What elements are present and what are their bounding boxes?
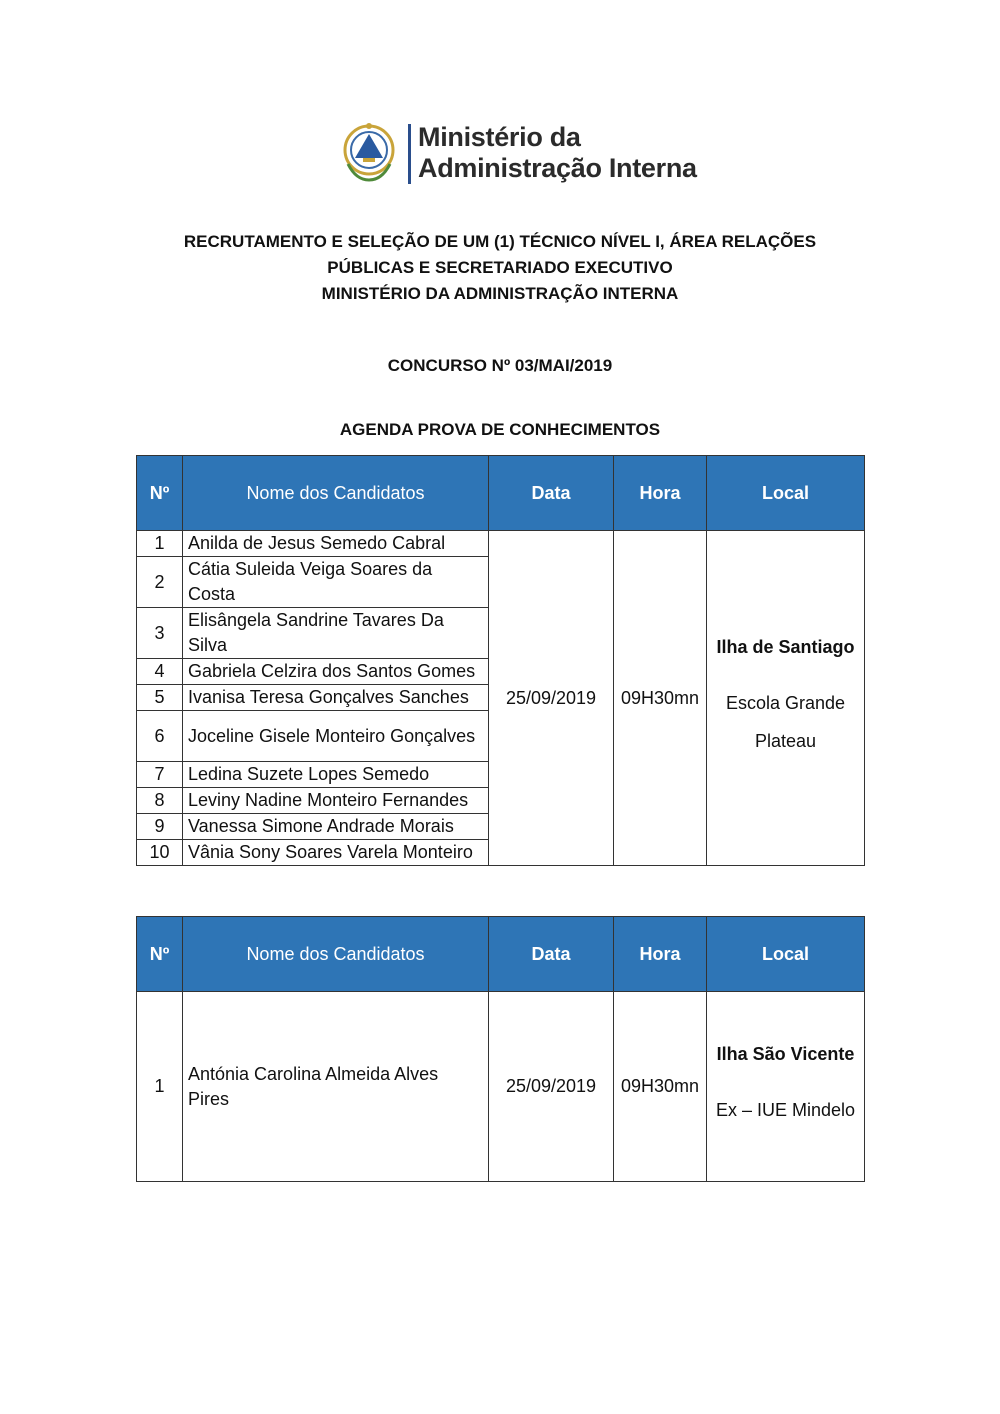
candidate-name: Anilda de Jesus Semedo Cabral bbox=[183, 531, 489, 557]
candidate-number: 1 bbox=[137, 992, 183, 1182]
candidate-name: Cátia Suleida Veiga Soares da Costa bbox=[183, 557, 489, 608]
table-header-row bbox=[137, 917, 865, 992]
candidate-name: Vanessa Simone Andrade Morais bbox=[183, 814, 489, 840]
col-header-date: Data bbox=[489, 456, 614, 531]
candidate-number: 6 bbox=[137, 711, 183, 762]
candidate-number: 7 bbox=[137, 762, 183, 788]
candidate-number: 10 bbox=[137, 840, 183, 866]
logo-divider bbox=[408, 124, 411, 184]
col-header-name: Nome dos Candidatos bbox=[183, 456, 489, 531]
candidate-name: Ivanisa Teresa Gonçalves Sanches bbox=[183, 685, 489, 711]
candidate-number: 9 bbox=[137, 814, 183, 840]
location-venue: Ex – IUE Mindelo bbox=[715, 1100, 856, 1120]
col-header-date: Data bbox=[489, 917, 614, 992]
agenda-heading: AGENDA PROVA DE CONHECIMENTOS bbox=[339, 420, 661, 439]
document-title bbox=[0, 229, 1000, 307]
location-venue: Escola Grande Plateau bbox=[725, 692, 846, 751]
candidate-number: 3 bbox=[137, 608, 183, 659]
table-row bbox=[137, 992, 865, 1182]
candidate-number: 5 bbox=[137, 685, 183, 711]
candidate-name: Joceline Gisele Monteiro Gonçalves bbox=[183, 711, 489, 762]
table-header-row bbox=[137, 456, 865, 531]
table-row bbox=[137, 531, 865, 557]
col-header-location: Local bbox=[707, 456, 865, 531]
exam-date: 25/09/2019 bbox=[489, 992, 614, 1182]
col-header-location: Local bbox=[707, 917, 865, 992]
logo-text-line2: Administração Interna bbox=[418, 153, 697, 183]
title-line-2: PÚBLICAS E SECRETARIADO EXECUTIVO bbox=[327, 258, 673, 277]
candidate-number: 2 bbox=[137, 557, 183, 608]
ministry-logo bbox=[336, 118, 697, 190]
exam-location bbox=[707, 992, 865, 1182]
candidate-name: Vânia Sony Soares Varela Monteiro bbox=[183, 840, 489, 866]
col-header-name: Nome dos Candidatos bbox=[183, 917, 489, 992]
col-header-time: Hora bbox=[614, 917, 707, 992]
exam-time: 09H30mn bbox=[614, 992, 707, 1182]
col-header-time: Hora bbox=[614, 456, 707, 531]
candidate-number: 8 bbox=[137, 788, 183, 814]
candidate-name: Ledina Suzete Lopes Semedo bbox=[183, 762, 489, 788]
col-header-number: Nº bbox=[137, 917, 183, 992]
location-island: Ilha de Santiago bbox=[716, 636, 855, 657]
candidate-name: Elisângela Sandrine Tavares Da Silva bbox=[183, 608, 489, 659]
exam-time: 09H30mn bbox=[614, 531, 707, 866]
title-line-1: RECRUTAMENTO E SELEÇÃO DE UM (1) TÉCNICO NÍVEL I, ÁREA RELAÇÕES bbox=[183, 232, 817, 251]
title-line-3: MINISTÉRIO DA ADMINISTRAÇÃO INTERNA bbox=[321, 284, 679, 303]
exam-date: 25/09/2019 bbox=[489, 531, 614, 866]
coat-of-arms-icon bbox=[336, 120, 402, 186]
candidate-name: Antónia Carolina Almeida Alves Pires bbox=[183, 992, 489, 1182]
santiago-schedule-table bbox=[136, 455, 865, 866]
logo-text-line1: Ministério da bbox=[418, 122, 581, 152]
col-header-number: Nº bbox=[137, 456, 183, 531]
exam-location bbox=[707, 531, 865, 866]
candidate-number: 4 bbox=[137, 659, 183, 685]
candidate-name: Leviny Nadine Monteiro Fernandes bbox=[183, 788, 489, 814]
candidate-number: 1 bbox=[137, 531, 183, 557]
location-island: Ilha São Vicente bbox=[716, 1044, 855, 1064]
candidate-name: Gabriela Celzira dos Santos Gomes bbox=[183, 659, 489, 685]
sao-vicente-schedule-table bbox=[136, 916, 865, 1182]
logo-text bbox=[418, 122, 697, 184]
concurso-heading: CONCURSO Nº 03/MAI/2019 bbox=[387, 356, 613, 375]
